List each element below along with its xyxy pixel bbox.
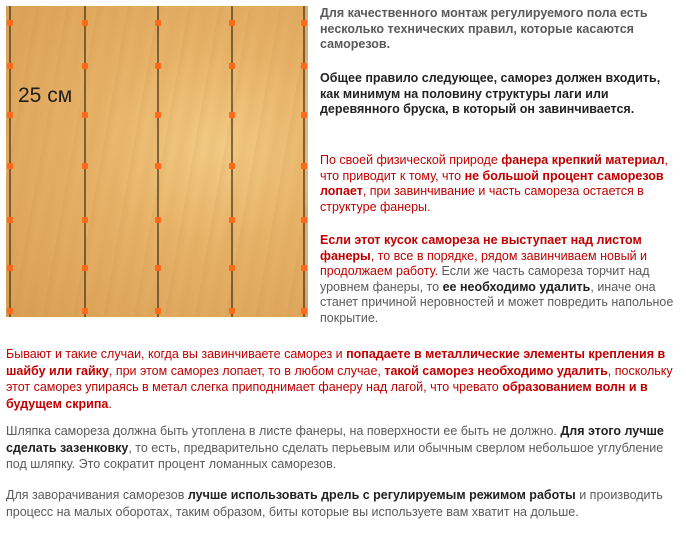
screw-marker [155, 63, 161, 69]
screw-marker [301, 63, 307, 69]
screw-marker [229, 265, 235, 271]
screw-marker [7, 163, 13, 169]
screw-marker [82, 217, 88, 223]
screw-marker [229, 217, 235, 223]
screw-grid-drawing [6, 6, 308, 317]
countersink-paragraph: Шляпка самореза должна быть утоплена в листе фанеры, на поверхности ее быть не должно. Для этого лучше сделать зазенковку, то есть, предварительно сделать перьевым или обычным сверлом небольшое углубление под шляпку. Это сократит процент ломанных саморезов. [6, 424, 664, 471]
screw-marker [155, 112, 161, 118]
screw-marker [7, 265, 13, 271]
screw-marker [301, 265, 307, 271]
plywood-paragraph: По своей физической природе фанера крепкий материал, что приводит к тому, что не большой процент саморезов лопает, при завинчивание и часть самореза остается в структуре фанеры. [320, 153, 669, 214]
screw-marker [7, 112, 13, 118]
screw-marker [301, 112, 307, 118]
screw-marker [155, 308, 161, 314]
metal-elements-paragraph: Бывают и такие случаи, когда вы завинчиваете саморез и попадаете в металлические элементы крепления в шайбу или гайку, при этом саморез лопает, то в любом случае, такой саморез необходимо удалить, поскольку этот саморез упираясь в метал слегка приподнимает фанеру над лагой, что чревато образованием волн и в будущем скрипа. [6, 347, 673, 411]
intro-paragraph: Для качественного монтаж регулируемого пола есть несколько технических правил, которые касаются саморезов. [320, 6, 648, 51]
screw-marker [301, 163, 307, 169]
drill-paragraph: Для заворачивания саморезов лучше использовать дрель с регулируемым режимом работы и производить процесс на малых оборотах, таким образом, биты которые вы используете вам хватит на дольше. [6, 488, 663, 519]
screw-marker [82, 308, 88, 314]
screw-marker [82, 163, 88, 169]
screw-marker [7, 217, 13, 223]
screw-piece-paragraph: Если этот кусок самореза не выступает над листом фанеры, то все в порядке, рядом завинчиваем новый и продолжаем работу. Если же часть самореза торчит над уровнем фанеры, то ее необходимо удалить, иначе она станет причиной неровностей и может повредить напольное покрытие. [320, 233, 674, 325]
screw-marker [7, 308, 13, 314]
general-rule-paragraph: Общее правило следующее, саморез должен входить, как минимум на половину структуры лаги или деревянного бруска, в который он завинчивается. [320, 71, 661, 116]
screw-marker [155, 20, 161, 26]
plywood-photo [6, 6, 308, 317]
screw-marker [155, 265, 161, 271]
screw-marker [82, 20, 88, 26]
screw-marker [155, 217, 161, 223]
screw-marker [82, 265, 88, 271]
screw-marker [7, 20, 13, 26]
screw-marker [301, 20, 307, 26]
screw-marker [82, 112, 88, 118]
screw-marker [229, 163, 235, 169]
screw-marker [229, 308, 235, 314]
screw-marker [82, 63, 88, 69]
screw-marker [229, 63, 235, 69]
spacing-label: 25 см [18, 84, 73, 107]
screw-marker [301, 217, 307, 223]
screw-marker [155, 163, 161, 169]
screw-marker [229, 112, 235, 118]
screw-marker [301, 308, 307, 314]
screw-marker [7, 63, 13, 69]
screw-marker [229, 20, 235, 26]
